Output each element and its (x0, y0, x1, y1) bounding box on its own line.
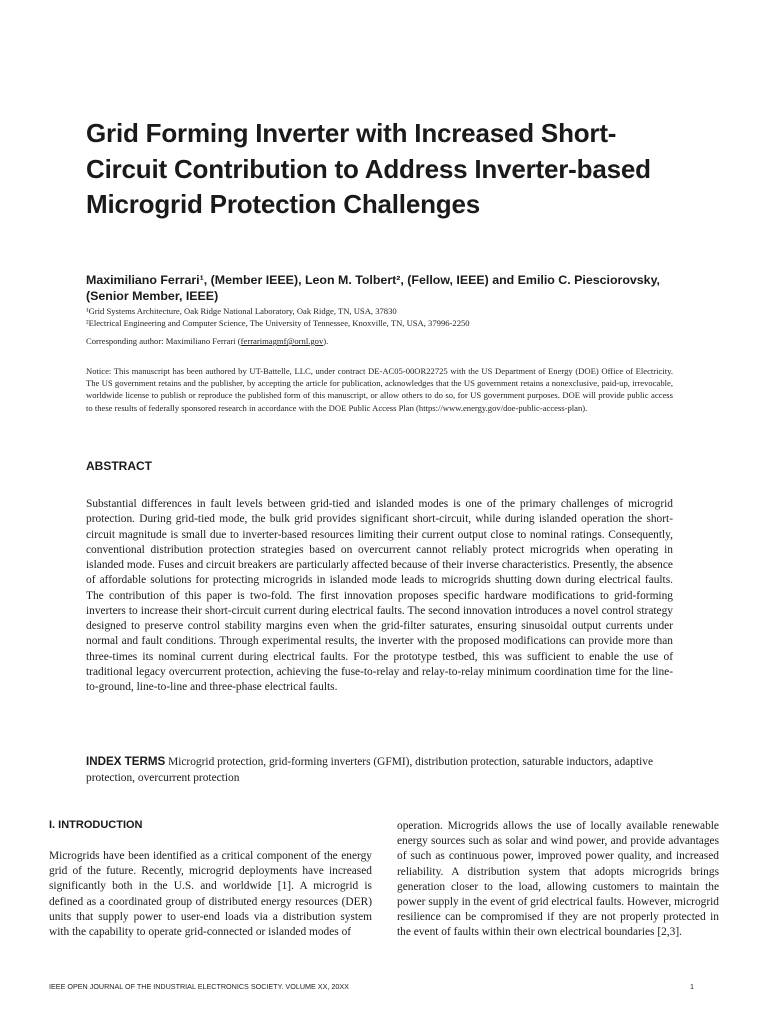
affiliation-2: ²Electrical Engineering and Computer Science, The University of Tennessee, Knoxville, TN, USA, 37996-2250 (86, 318, 470, 328)
corresponding-prefix: Corresponding author: Maximiliano Ferrari ( (86, 336, 241, 346)
affiliations (86, 305, 686, 329)
affiliation-1: ¹Grid Systems Architecture, Oak Ridge National Laboratory, Oak Ridge, TN, USA, 37830 (86, 306, 397, 316)
copyright-notice: Notice: This manuscript has been authored by UT-Battelle, LLC, under contract DE-AC05-00OR22725 with the US Department of Energy (DOE) Office of Electricity. The US government retains and the publisher, by accepting the article for publication, acknowledges that the US government retains a nonexclusive, paid-up, irrevocable, worldwide license to publish or reproduce the published form of this manuscript, or allow others to do so, for US government purposes. DOE will provide public access to these results of federally sponsored research in accordance with the DOE Public Access Plan (https://www.energy.gov/doe-public-access-plan). (86, 366, 673, 413)
index-terms (86, 754, 673, 786)
corresponding-suffix: ). (323, 336, 329, 346)
paper-title: Grid Forming Inverter with Increased Short-Circuit Contribution to Address Inverter-based Microgrid Protection Challenges (86, 118, 651, 219)
abstract-body: Substantial differences in fault levels between grid-tied and islanded modes is one of the primary challenges of microgrid protection. During grid-tied mode, the bulk grid provides significant short-circuit, while during islanded operation the short-circuit magnitude is small due to inverter-based resources limiting their current output close to nominal ratings. Consequently, conventional distribution protection strategies based on overcurrent cannot reliably protect microgrids when operating in islanded mode. Fuses and circuit breakers are particularly affected because of their inverse characteristics. Presently, the absence of affordable solutions for protecting microgrids in islanded mode leads to microgrids shutting down during electrical faults. The contribution of this paper is two-fold. The first innovation proposes specific hardware modifications to grid-forming inverters to increase their short-circuit current during electrical faults. The second innovation introduces a novel control strategy designed to preserve control stability margins even when the grid-filter saturates, ensuring sinusoidal output currents under normal and fault conditions. Through experimental results, the inverter with the proposed modifications can provide more than three-times its nominal current during electrical faults. For the prototype testbed, this was sufficient to enable the use of traditional legacy overcurrent protection, achieving the fuse-to-relay and relay-to-relay minimum coordination time for the line-to-ground, line-to-line and three-phase electrical faults. (86, 498, 673, 693)
footer-journal: IEEE OPEN JOURNAL OF THE INDUSTRIAL ELECTRONICS SOCIETY. VOLUME XX, 20XX (49, 982, 349, 991)
corresponding-email-link[interactable]: ferrarimagmf@ornl.gov (240, 336, 324, 346)
index-terms-text: Microgrid protection, grid-forming inverters (GFMI), distribution protection, saturable inductors, adaptive protection, overcurrent protection (86, 756, 654, 784)
page-number: 1 (690, 982, 694, 991)
introduction-right-column: operation. Microgrids allows the use of locally available renewable energy sources such as solar and wind power, and provide advantages of such as continuous power, improved power quality, and increased reliability. A distribution system that adopts microgrids brings generation closer to the load, allowing customers to maintain the power supply in the event of grid electrical faults. However, microgrid resilience can be compromised if they are not properly protected in the event of faults within their own electrical boundaries [2,3]. (397, 820, 719, 939)
corresponding-author (86, 335, 686, 347)
index-terms-label: INDEX TERMS (86, 755, 166, 768)
abstract-heading: ABSTRACT (86, 459, 152, 473)
author-list: Maximiliano Ferrari¹, (Member IEEE), Leon M. Tolbert², (Fellow, IEEE) and Emilio C. Piesciorovsky, (Senior Member, IEEE) (86, 273, 660, 303)
introduction-left-column: Microgrids have been identified as a critical component of the energy grid of the future. Recently, microgrid deployments have increased significantly both in the U.S. and worldwide [1]. A microgrid is defined as a coordinated group of distributed energy resources (DER) units that supply power to user-end loads via a distribution system with the capability to operate grid-connected or islanded modes of (49, 850, 372, 939)
section-heading-introduction: I. INTRODUCTION (49, 819, 143, 831)
